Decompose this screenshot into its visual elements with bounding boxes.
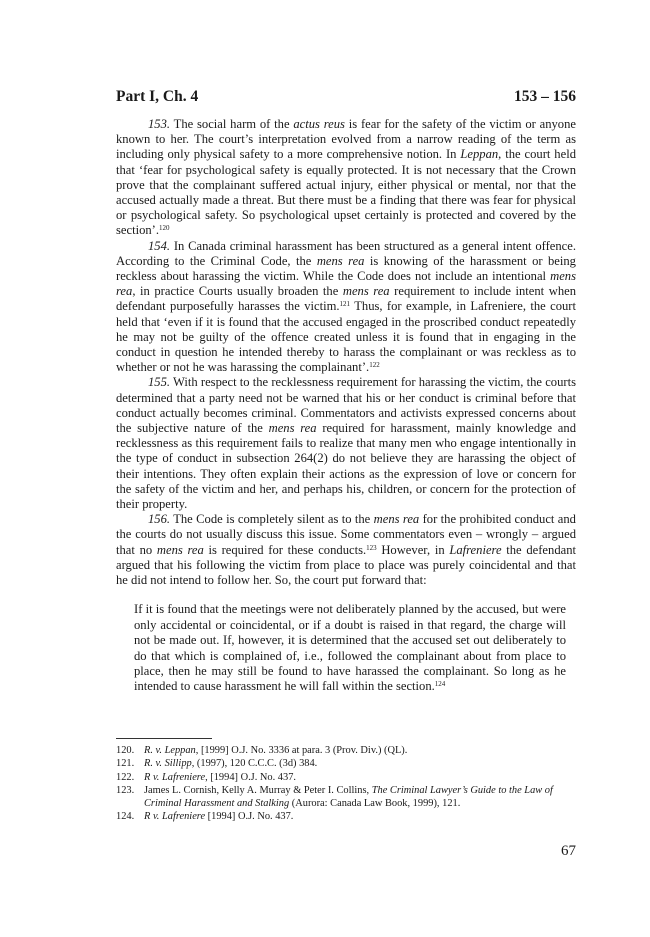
- case-name: R. v. Leppan: [144, 745, 196, 756]
- footnote-120: [116, 744, 576, 757]
- paragraph-153: [116, 117, 576, 239]
- text-run: is fear for the safety of the victim or anyone known to her. The court’s interpretation evolved from a narrow reading of the term as including only physical safety to a more comprehensive notion. In: [116, 117, 576, 162]
- text-run: the defendant argued that his following the victim from place to place was purely coincidental and that he did not intend to follow her. So, the court put forward that:: [116, 542, 576, 588]
- citation-text: , (1997), 120 C.C.C. (3d) 384.: [191, 758, 318, 770]
- paragraph-number: 155.: [148, 375, 171, 390]
- footnote-number: 120.: [116, 745, 135, 756]
- text-run: , in practice Courts usually broaden the: [132, 284, 343, 299]
- citation-text: (Aurora: Canada Law Book, 1999), 121.: [289, 798, 461, 810]
- case-name: Leppan: [460, 147, 499, 162]
- footnote-121: [116, 757, 576, 770]
- case-name: R v. Lafreniere: [144, 771, 206, 783]
- footnote-ref-122[interactable]: 122: [369, 361, 380, 370]
- italic-term: mens rea: [116, 269, 576, 299]
- page-number: 67: [561, 843, 576, 859]
- text-run: However, in: [376, 542, 450, 557]
- footnote-number: 121.: [116, 758, 135, 770]
- chapter-heading: Part I, Ch. 4: [116, 88, 199, 105]
- footnote-ref-123[interactable]: 123: [366, 543, 377, 552]
- paragraph-155: [116, 375, 576, 512]
- italic-term: mens rea: [316, 253, 365, 268]
- text-run: , the court held that ‘fear for psychological safety is equally protected. It is not necessary that the Crown prove that the complainant suffered actual injury, either physical or mental, nor that the accused actually made a threat. But there must be a finding that there was fear for physical or psychological safety. So psychological upset certainly is protected and covered by the section’.: [116, 147, 576, 238]
- italic-term: mens rea: [156, 542, 204, 557]
- paragraph-156: [116, 512, 576, 588]
- citation-text: , [1994] O.J. No. 437.: [205, 771, 296, 783]
- citation-text: , [1999] O.J. No. 3336 at para. 3 (Prov. Div.) (QL).: [195, 745, 408, 756]
- footnote-number: 122.: [116, 771, 135, 783]
- text-run: is required for these conducts.: [203, 542, 367, 557]
- citation-text: [1994] O.J. No. 437.: [205, 811, 294, 823]
- quote-text: If it is found that the meetings were not deliberately planned by the accused, but were only accidental or coincidental, or if a doubt is raised in that regard, the charge will not be made out. If, however, it is determined that the accused set out deliberately to do that which is complained of, i.e., followed the complainant about from place to place, then he may still be found to have harassed the complainant. So long as he intended to cause harassment he will fall within the section.: [134, 602, 566, 694]
- text-run: is knowing of the harassment or being reckless about harassing the victim. While the Code does not include an intentional: [116, 253, 576, 284]
- block-quote: [134, 602, 566, 694]
- case-name: R v. Lafreniere: [144, 811, 206, 823]
- paragraph-number: 154.: [148, 238, 171, 253]
- footnote-ref-120[interactable]: 120: [159, 224, 170, 233]
- footnote-123: [116, 784, 576, 811]
- footnote-ref-124[interactable]: 124: [434, 680, 446, 689]
- paragraph-number: 156.: [148, 512, 171, 527]
- footnote-124: [116, 810, 576, 823]
- text-run: requirement to include intent when defendant purposefully harasses the victim.: [116, 284, 576, 314]
- footnote-number: 123.: [116, 784, 135, 796]
- text-run: In Canada criminal harassment has been structured as a general intent offence. According to the Criminal Code, the: [116, 238, 576, 268]
- case-name: Lafreniere: [449, 542, 502, 557]
- italic-term: mens rea: [373, 512, 420, 527]
- italic-term: mens rea: [268, 421, 317, 436]
- footnote-ref-121[interactable]: 121: [339, 300, 351, 309]
- running-header: [116, 88, 576, 108]
- citation-text: James L. Cornish, Kelly A. Murray & Peter I. Collins,: [144, 784, 372, 796]
- book-title: The Criminal Lawyer’s Guide to the Law of Criminal Harassment and Stalking: [144, 784, 553, 810]
- text-run: With respect to the recklessness requirement for harassing the victim, the courts determined that a party need not be warned that his or her conduct is criminal before that conduct actually becomes criminal. Commentators and activists expressed concerns about the subjective nature of the: [116, 375, 576, 436]
- paragraph-154: [116, 239, 576, 376]
- footnote-122: [116, 771, 576, 784]
- paragraph-number: 153.: [148, 117, 171, 131]
- footnote-number: 124.: [116, 811, 135, 823]
- text-run: for the prohibited conduct and the courts do not usually discuss this issue. Some commentators even – wrongly – argued that no: [116, 512, 576, 557]
- italic-term: mens rea: [342, 284, 390, 299]
- italic-term: actus reus: [293, 117, 345, 131]
- text-run: required for harassment, mainly knowledge and recklessness as this requirement fails to realize that many men who engage intentionally in the type of conduct in subsection 264(2) do not believe they are harassing the object of their intentions. They often explain their actions as the expression of love or concern for the safety of the victim and her, and perhaps his, children, or concern for the protection of their property.: [116, 421, 576, 512]
- case-name: R. v. Sillipp: [144, 758, 192, 770]
- text-run: Thus, for example, in Lafreniere, the court held that ‘even if it is found that the accused engaged in the proscribed conduct repeatedly he may not be guilty of the offence created unless it is found that in engaging in the conduct in question he intended thereby to harass the complainant or was reckless as to whether or not he was harassing the complainant’.: [116, 299, 577, 375]
- text-run: The social harm of the: [170, 117, 294, 131]
- text-run: The Code is completely silent as to the: [170, 512, 374, 527]
- footnotes: [116, 744, 576, 824]
- footnote-divider: [116, 738, 212, 739]
- paragraph-range: 153 – 156: [514, 88, 576, 105]
- main-text: [116, 117, 576, 695]
